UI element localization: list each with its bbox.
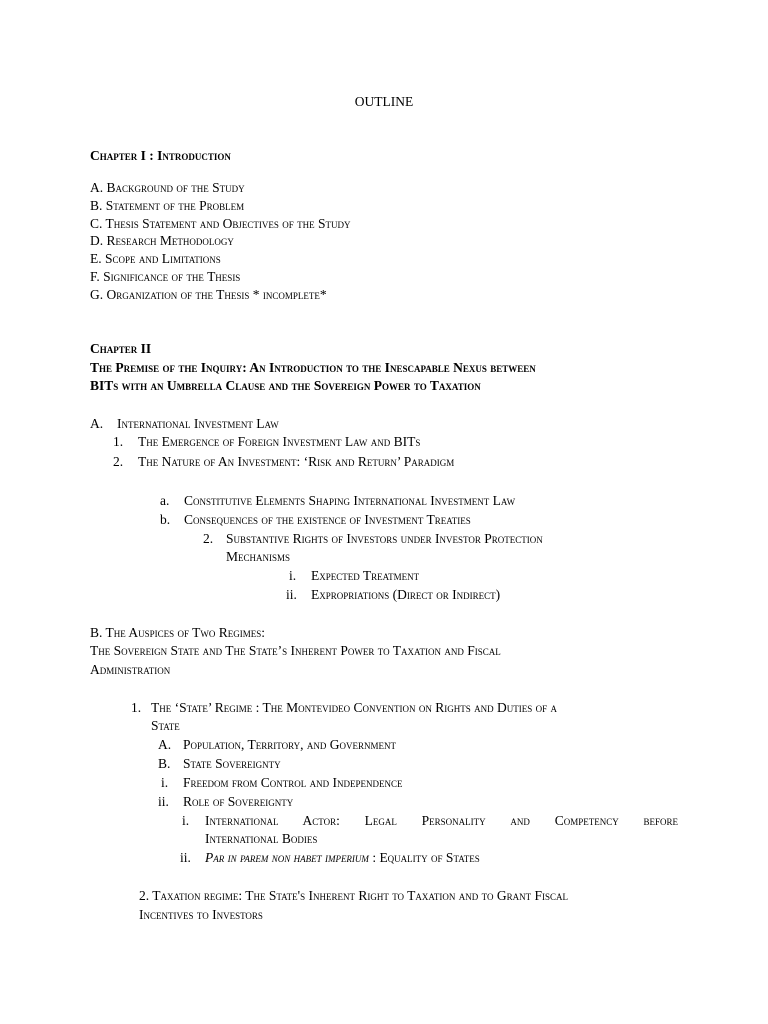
- list-roman: ii.: [180, 850, 191, 865]
- list-roman: i.: [182, 813, 190, 828]
- list-item: State Sovereignty: [183, 756, 281, 771]
- latin-phrase: Par in parem non habet imperium: [205, 850, 369, 865]
- chapter2-subtitle: BITs with an Umbrella Clause and the Sovereign Power to Taxation: [90, 378, 481, 393]
- list-item: The Emergence of Foreign Investment Law and BITs: [138, 434, 421, 449]
- list-letter: B.: [158, 756, 171, 771]
- chapter1-item: C. Thesis Statement and Objectives of the Study: [90, 216, 351, 231]
- chapter1-item: D. Research Methodology: [90, 233, 234, 248]
- list-item: Mechanisms: [226, 549, 291, 564]
- section-b-line: The Sovereign State and The State’s Inherent Power to Taxation and Fiscal: [90, 643, 501, 658]
- list-item: Population, Territory, and Government: [183, 737, 396, 752]
- list-letter: A.: [158, 737, 172, 752]
- chapter2-subtitle: The Premise of the Inquiry: An Introduction to the Inescapable Nexus between: [90, 360, 536, 375]
- list-number: 1.: [113, 434, 124, 449]
- chapter1-item: E. Scope and Limitations: [90, 251, 221, 266]
- list-letter: a.: [160, 493, 170, 508]
- list-item: Freedom from Control and Independence: [183, 775, 403, 790]
- chapter2-heading: Chapter II: [90, 341, 152, 356]
- list-number: 1.: [131, 700, 142, 715]
- list-number: 2.: [113, 454, 124, 469]
- list-item: Substantive Rights of Investors under Investor Protection: [226, 531, 543, 546]
- chapter1-heading: Chapter I : Introduction: [90, 148, 231, 163]
- list-number: 2.: [203, 531, 214, 546]
- list-roman: ii.: [158, 794, 169, 809]
- list-item: [205, 849, 480, 867]
- list-letter: b.: [160, 512, 171, 527]
- list-item-rest: : Equality of States: [368, 850, 480, 865]
- section-b-title: B. The Auspices of Two Regimes:: [90, 625, 266, 640]
- list-item: 2. Taxation regime: The State's Inherent Right to Taxation and to Grant Fiscal: [139, 888, 569, 903]
- list-item: Constitutive Elements Shaping International Investment Law: [184, 493, 516, 508]
- list-roman: i.: [161, 775, 169, 790]
- list-item: The ‘State’ Regime : The Montevideo Convention on Rights and Duties of a: [151, 700, 557, 715]
- outline-title: OUTLINE: [354, 94, 414, 109]
- list-item: The Nature of An Investment: ‘Risk and Return’ Paradigm: [138, 454, 455, 469]
- list-roman: i.: [289, 568, 297, 583]
- list-item: Expected Treatment: [311, 568, 420, 583]
- chapter1-item: A. Background of the Study: [90, 180, 245, 195]
- section-a-title: International Investment Law: [117, 416, 279, 431]
- section-a-marker: A.: [90, 416, 104, 431]
- chapter1-item: F. Significance of the Thesis: [90, 269, 241, 284]
- list-item: International Bodies: [205, 831, 318, 846]
- list-roman: ii.: [286, 587, 297, 602]
- list-item: Incentives to Investors: [139, 907, 263, 922]
- list-item: Consequences of the existence of Investment Treaties: [184, 512, 471, 527]
- list-item: Role of Sovereignty: [183, 794, 294, 809]
- list-item: Expropriations (Direct or Indirect): [311, 587, 501, 602]
- chapter1-item: G. Organization of the Thesis * incomplete*: [90, 287, 327, 302]
- section-b-line: Administration: [90, 662, 171, 677]
- list-item: International Actor: Legal Personality and Competency before: [205, 813, 678, 828]
- list-item: State: [151, 718, 180, 733]
- chapter1-item: B. Statement of the Problem: [90, 198, 245, 213]
